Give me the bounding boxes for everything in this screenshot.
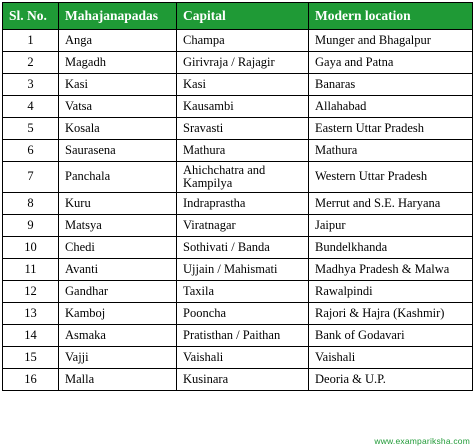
cell-mahajanapada: Matsya (59, 215, 177, 237)
header-modern-location: Modern location (309, 3, 473, 30)
cell-sl-no: 14 (3, 325, 59, 347)
table-row (3, 215, 473, 237)
table-row (3, 30, 473, 52)
cell-mahajanapada: Vajji (59, 347, 177, 369)
cell-sl-no: 16 (3, 369, 59, 391)
cell-capital: Sravasti (177, 118, 309, 140)
cell-modern-location: Allahabad (309, 96, 473, 118)
cell-sl-no: 10 (3, 237, 59, 259)
header-sl-no: Sl. No. (3, 3, 59, 30)
table-row (3, 96, 473, 118)
cell-capital: Ujjain / Mahismati (177, 259, 309, 281)
cell-sl-no: 12 (3, 281, 59, 303)
cell-capital: Pooncha (177, 303, 309, 325)
cell-capital: Pratisthan / Paithan (177, 325, 309, 347)
cell-modern-location: Gaya and Patna (309, 52, 473, 74)
table-row (3, 259, 473, 281)
cell-modern-location: Vaishali (309, 347, 473, 369)
table-row (3, 347, 473, 369)
mahajanapadas-table (2, 2, 473, 391)
cell-mahajanapada: Chedi (59, 237, 177, 259)
table-row (3, 281, 473, 303)
watermark-text: www.exampariksha.com (374, 436, 470, 446)
cell-modern-location: Munger and Bhagalpur (309, 30, 473, 52)
cell-capital: Indraprastha (177, 193, 309, 215)
header-capital: Capital (177, 3, 309, 30)
cell-mahajanapada: Gandhar (59, 281, 177, 303)
cell-modern-location: Western Uttar Pradesh (309, 162, 473, 193)
table-row (3, 52, 473, 74)
cell-sl-no: 2 (3, 52, 59, 74)
cell-modern-location: Rajori & Hajra (Kashmir) (309, 303, 473, 325)
cell-mahajanapada: Kuru (59, 193, 177, 215)
cell-modern-location: Bundelkhanda (309, 237, 473, 259)
cell-sl-no: 15 (3, 347, 59, 369)
table-row (3, 237, 473, 259)
cell-mahajanapada: Kasi (59, 74, 177, 96)
cell-mahajanapada: Kosala (59, 118, 177, 140)
cell-sl-no: 3 (3, 74, 59, 96)
table-row (3, 74, 473, 96)
cell-modern-location: Banaras (309, 74, 473, 96)
cell-capital: Kausambi (177, 96, 309, 118)
cell-mahajanapada: Panchala (59, 162, 177, 193)
table-row (3, 369, 473, 391)
cell-mahajanapada: Magadh (59, 52, 177, 74)
cell-sl-no: 5 (3, 118, 59, 140)
cell-mahajanapada: Kamboj (59, 303, 177, 325)
cell-capital: Taxila (177, 281, 309, 303)
cell-sl-no: 8 (3, 193, 59, 215)
cell-sl-no: 1 (3, 30, 59, 52)
cell-modern-location: Mathura (309, 140, 473, 162)
cell-modern-location: Eastern Uttar Pradesh (309, 118, 473, 140)
cell-sl-no: 13 (3, 303, 59, 325)
cell-capital: Sothivati / Banda (177, 237, 309, 259)
table-row (3, 140, 473, 162)
cell-sl-no: 11 (3, 259, 59, 281)
cell-mahajanapada: Malla (59, 369, 177, 391)
cell-mahajanapada: Asmaka (59, 325, 177, 347)
table-row (3, 303, 473, 325)
cell-capital: Ahichchatra and Kampilya (177, 162, 309, 193)
cell-sl-no: 7 (3, 162, 59, 193)
table-body (3, 30, 473, 391)
table-row (3, 193, 473, 215)
cell-mahajanapada: Saurasena (59, 140, 177, 162)
cell-modern-location: Jaipur (309, 215, 473, 237)
cell-modern-location: Bank of Godavari (309, 325, 473, 347)
cell-sl-no: 6 (3, 140, 59, 162)
cell-capital: Vaishali (177, 347, 309, 369)
cell-capital: Viratnagar (177, 215, 309, 237)
table-row (3, 325, 473, 347)
table-header-row (3, 3, 473, 30)
cell-modern-location: Rawalpindi (309, 281, 473, 303)
cell-capital: Girivraja / Rajagir (177, 52, 309, 74)
header-mahajanapadas: Mahajanapadas (59, 3, 177, 30)
cell-modern-location: Deoria & U.P. (309, 369, 473, 391)
cell-modern-location: Merrut and S.E. Haryana (309, 193, 473, 215)
cell-capital: Kusinara (177, 369, 309, 391)
cell-sl-no: 9 (3, 215, 59, 237)
cell-capital: Champa (177, 30, 309, 52)
cell-mahajanapada: Avanti (59, 259, 177, 281)
cell-mahajanapada: Vatsa (59, 96, 177, 118)
cell-sl-no: 4 (3, 96, 59, 118)
table-row (3, 162, 473, 193)
cell-capital: Mathura (177, 140, 309, 162)
cell-mahajanapada: Anga (59, 30, 177, 52)
table-row (3, 118, 473, 140)
cell-modern-location: Madhya Pradesh & Malwa (309, 259, 473, 281)
cell-capital: Kasi (177, 74, 309, 96)
